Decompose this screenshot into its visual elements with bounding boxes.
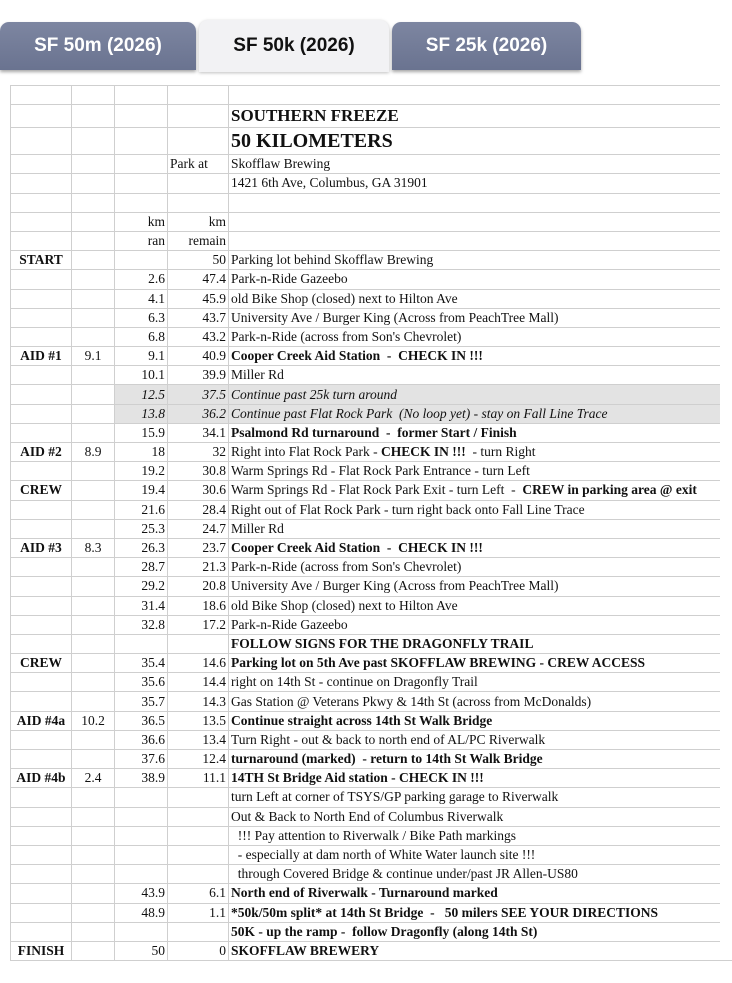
table-row — [11, 903, 732, 922]
direction-text: Turn Right - out & back to north end of AL/PC Riverwalk — [231, 731, 546, 747]
direction-text: Miller Rd — [231, 367, 284, 383]
direction-text: Parking lot behind Skofflaw Brewing — [231, 252, 434, 268]
segment-km-cell — [72, 922, 115, 941]
checkpoint-cell — [11, 903, 72, 922]
direction-cell — [229, 615, 732, 634]
checkpoint-cell — [11, 750, 72, 769]
table-row — [11, 845, 732, 864]
direction-text: Warm Springs Rd - Flat Rock Park Entrance - turn Left — [231, 463, 530, 479]
km-ran-cell: 37.6 — [115, 750, 168, 769]
segment-km-cell — [72, 865, 115, 884]
km-ran-cell: 28.7 — [115, 558, 168, 577]
table-row — [11, 711, 732, 730]
segment-km-cell — [72, 577, 115, 596]
direction-cell — [229, 385, 732, 404]
tab-sf-25k[interactable]: SF 25k (2026) — [392, 22, 581, 70]
km-remain-cell: 24.7 — [168, 519, 229, 538]
table-row — [11, 692, 732, 711]
table-row — [11, 538, 732, 557]
direction-text: Park-n-Ride Gazeebo — [231, 271, 348, 287]
park-name: Skofflaw Brewing — [229, 155, 732, 174]
direction-cell — [229, 538, 732, 557]
sheet-right-edge — [720, 85, 732, 955]
km-ran-cell: 4.1 — [115, 289, 168, 308]
checkpoint-cell: AID #3 — [11, 538, 72, 557]
segment-km-cell — [72, 462, 115, 481]
direction-text: Cooper Creek Aid Station - CHECK IN !!! — [231, 540, 483, 556]
direction-text: University Ave / Burger King (Across from PeachTree Mall) — [231, 578, 559, 594]
km-ran-cell: 19.4 — [115, 481, 168, 500]
segment-km-cell — [72, 385, 115, 404]
table-row — [11, 366, 732, 385]
direction-cell — [229, 807, 732, 826]
km-ran-cell — [115, 634, 168, 653]
segment-km-cell — [72, 500, 115, 519]
km-ran-cell: 6.3 — [115, 308, 168, 327]
table-row — [11, 86, 732, 105]
direction-text: Continue past Flat Rock Park (No loop yet) - stay on Fall Line Trace — [231, 405, 608, 421]
km-ran-cell: 35.7 — [115, 692, 168, 711]
table-row — [11, 155, 732, 174]
tab-sf-50k[interactable]: SF 50k (2026) — [199, 20, 389, 72]
direction-text: *50k/50m split* at 14th St Bridge - 50 milers SEE YOUR DIRECTIONS — [231, 904, 659, 920]
segment-km-cell: 2.4 — [72, 769, 115, 788]
direction-text: Right into Flat Rock Park - — [231, 444, 381, 460]
direction-cell — [229, 270, 732, 289]
km-ran-cell: 38.9 — [115, 769, 168, 788]
km-ran-cell: 43.9 — [115, 884, 168, 903]
direction-text: Continue past 25k turn around — [231, 386, 398, 402]
km-remain-cell: 40.9 — [168, 347, 229, 366]
direction-cell — [229, 750, 732, 769]
direction-text: Right out of Flat Rock Park - turn right back onto Fall Line Trace — [231, 501, 585, 517]
direction-cell — [229, 596, 732, 615]
segment-km-cell — [72, 366, 115, 385]
km-ran-cell: 35.4 — [115, 654, 168, 673]
direction-cell — [229, 558, 732, 577]
direction-cell — [229, 404, 732, 423]
km-remain-cell: 6.1 — [168, 884, 229, 903]
checkpoint-cell — [11, 577, 72, 596]
direction-cell — [229, 922, 732, 941]
km-ran-cell: 50 — [115, 941, 168, 960]
checkpoint-cell — [11, 558, 72, 577]
direction-text: 50K - up the ramp - follow Dragonfly (along 14th St) — [231, 923, 538, 939]
segment-km-cell — [72, 519, 115, 538]
direction-cell — [229, 251, 732, 270]
table-row — [11, 922, 732, 941]
km-remain-cell: 47.4 — [168, 270, 229, 289]
km-remain-cell: 30.6 — [168, 481, 229, 500]
checkpoint-cell: START — [11, 251, 72, 270]
segment-km-cell — [72, 481, 115, 500]
km-ran-cell: 32.8 — [115, 615, 168, 634]
checkpoint-cell — [11, 519, 72, 538]
km-remain-cell: 13.5 — [168, 711, 229, 730]
table-row — [11, 500, 732, 519]
segment-km-cell — [72, 730, 115, 749]
checkpoint-cell — [11, 922, 72, 941]
segment-km-cell: 9.1 — [72, 347, 115, 366]
segment-km-cell — [72, 308, 115, 327]
km-remain-cell: 0 — [168, 941, 229, 960]
direction-text: Gas Station @ Veterans Pkwy & 14th St (across from McDonalds) — [231, 693, 592, 709]
table-row — [11, 193, 732, 212]
table-row — [11, 128, 732, 155]
segment-km-cell — [72, 404, 115, 423]
checkpoint-cell — [11, 423, 72, 442]
km-ran-cell — [115, 807, 168, 826]
km-remain-cell: 18.6 — [168, 596, 229, 615]
km-ran-cell: 18 — [115, 443, 168, 462]
direction-text: - especially at dam north of White Water launch site !!! — [231, 847, 536, 863]
km-remain-cell: 17.2 — [168, 615, 229, 634]
table-row — [11, 941, 732, 960]
km-remain-cell: 39.9 — [168, 366, 229, 385]
segment-km-cell: 8.3 — [72, 538, 115, 557]
table-row — [11, 404, 732, 423]
direction-cell — [229, 481, 732, 500]
direction-cell — [229, 500, 732, 519]
direction-text: Park-n-Ride Gazeebo — [231, 616, 348, 632]
direction-text: Warm Springs Rd - Flat Rock Park Exit - turn Left - — [231, 482, 523, 498]
segment-km-cell — [72, 596, 115, 615]
direction-text: SKOFFLAW BREWERY — [231, 942, 380, 958]
direction-cell — [229, 308, 732, 327]
table-row — [11, 615, 732, 634]
direction-cell — [229, 903, 732, 922]
segment-km-cell — [72, 615, 115, 634]
table-row — [11, 558, 732, 577]
km-remain-cell: 43.7 — [168, 308, 229, 327]
checkpoint-cell — [11, 692, 72, 711]
direction-text: through Covered Bridge & continue under/past JR Allen-US80 — [231, 866, 578, 882]
km-remain-cell: 21.3 — [168, 558, 229, 577]
km-ran-cell: 31.4 — [115, 596, 168, 615]
km-remain-cell: 36.2 — [168, 404, 229, 423]
checkpoint-cell — [11, 884, 72, 903]
km-remain-cell: 28.4 — [168, 500, 229, 519]
table-row — [11, 443, 732, 462]
table-row — [11, 596, 732, 615]
segment-km-cell — [72, 634, 115, 653]
km-remain-cell: 43.2 — [168, 327, 229, 346]
sheet-title: SOUTHERN FREEZE — [229, 105, 732, 128]
km-ran-cell: 36.5 — [115, 711, 168, 730]
segment-km-cell — [72, 327, 115, 346]
table-row — [11, 212, 732, 231]
km-ran-cell — [115, 922, 168, 941]
table-row — [11, 750, 732, 769]
table-row — [11, 270, 732, 289]
km-ran-cell: 10.1 — [115, 366, 168, 385]
km-remain-cell — [168, 634, 229, 653]
direction-cell — [229, 519, 732, 538]
checkpoint-cell — [11, 385, 72, 404]
direction-text: North end of Riverwalk - Turnaround marked — [231, 885, 498, 901]
direction-cell — [229, 634, 732, 653]
direction-cell — [229, 788, 732, 807]
km-remain-cell — [168, 922, 229, 941]
checkpoint-cell — [11, 826, 72, 845]
park-label: Park at — [168, 155, 229, 174]
segment-km-cell: 8.9 — [72, 443, 115, 462]
km-ran-cell: 26.3 — [115, 538, 168, 557]
checkpoint-cell: CREW — [11, 481, 72, 500]
checkpoint-cell — [11, 462, 72, 481]
direction-text-suffix: - turn Right — [465, 444, 536, 460]
km-ran-cell: 12.5 — [115, 385, 168, 404]
checkpoint-cell: AID #1 — [11, 347, 72, 366]
header-km-ran: km — [115, 212, 168, 231]
km-remain-cell — [168, 807, 229, 826]
direction-cell — [229, 577, 732, 596]
segment-km-cell — [72, 826, 115, 845]
segment-km-cell — [72, 845, 115, 864]
direction-cell — [229, 941, 732, 960]
segment-km-cell — [72, 270, 115, 289]
km-remain-cell: 14.3 — [168, 692, 229, 711]
km-ran-cell: 6.8 — [115, 327, 168, 346]
km-ran-cell: 36.6 — [115, 730, 168, 749]
km-remain-cell: 30.8 — [168, 462, 229, 481]
segment-km-cell — [72, 788, 115, 807]
km-remain-cell — [168, 845, 229, 864]
direction-text: Continue straight across 14th St Walk Bridge — [231, 712, 493, 728]
direction-cell — [229, 692, 732, 711]
checkpoint-cell: AID #2 — [11, 443, 72, 462]
km-ran-cell: 25.3 — [115, 519, 168, 538]
direction-cell — [229, 289, 732, 308]
checkpoint-cell — [11, 366, 72, 385]
table-row — [11, 289, 732, 308]
table-row — [11, 577, 732, 596]
table-row — [11, 730, 732, 749]
direction-cell — [229, 845, 732, 864]
km-remain-cell — [168, 865, 229, 884]
direction-cell — [229, 884, 732, 903]
direction-text: University Ave / Burger King (Across from PeachTree Mall) — [231, 309, 559, 325]
table-row — [11, 769, 732, 788]
direction-cell — [229, 711, 732, 730]
table-row — [11, 673, 732, 692]
km-remain-cell: 34.1 — [168, 423, 229, 442]
segment-km-cell — [72, 654, 115, 673]
sheet-tab-bar — [0, 0, 732, 74]
table-row — [11, 884, 732, 903]
checkpoint-cell — [11, 270, 72, 289]
km-remain-cell: 14.6 — [168, 654, 229, 673]
checkpoint-cell — [11, 327, 72, 346]
spreadsheet-grid — [10, 85, 720, 961]
km-ran-cell: 19.2 — [115, 462, 168, 481]
segment-km-cell: 10.2 — [72, 711, 115, 730]
direction-text: !!! Pay attention to Riverwalk / Bike Path markings — [231, 827, 516, 843]
km-ran-cell: 29.2 — [115, 577, 168, 596]
segment-km-cell — [72, 289, 115, 308]
checkpoint-cell — [11, 845, 72, 864]
table-row — [11, 308, 732, 327]
direction-cell — [229, 327, 732, 346]
km-remain-cell: 20.8 — [168, 577, 229, 596]
km-remain-cell — [168, 788, 229, 807]
km-remain-cell: 23.7 — [168, 538, 229, 557]
direction-cell — [229, 462, 732, 481]
table-row — [11, 327, 732, 346]
km-remain-cell: 32 — [168, 443, 229, 462]
direction-cell — [229, 366, 732, 385]
km-ran-cell: 35.6 — [115, 673, 168, 692]
course-directions-table — [10, 85, 732, 961]
table-row — [11, 634, 732, 653]
direction-text: old Bike Shop (closed) next to Hilton Ave — [231, 597, 458, 613]
header-remain: remain — [168, 231, 229, 250]
checkpoint-cell — [11, 865, 72, 884]
direction-cell — [229, 423, 732, 442]
checkpoint-cell — [11, 404, 72, 423]
checkpoint-cell — [11, 673, 72, 692]
km-ran-cell — [115, 845, 168, 864]
checkpoint-cell — [11, 308, 72, 327]
checkpoint-cell — [11, 634, 72, 653]
checkpoint-cell: AID #4b — [11, 769, 72, 788]
direction-text: Psalmond Rd turnaround - former Start / Finish — [231, 424, 517, 440]
direction-emphasis: CREW in parking area @ exit — [522, 482, 697, 498]
table-row — [11, 105, 732, 128]
checkpoint-cell — [11, 289, 72, 308]
km-remain-cell: 13.4 — [168, 730, 229, 749]
direction-text: FOLLOW SIGNS FOR THE DRAGONFLY TRAIL — [231, 635, 534, 651]
direction-cell — [229, 769, 732, 788]
table-row — [11, 826, 732, 845]
segment-km-cell — [72, 750, 115, 769]
table-row — [11, 462, 732, 481]
direction-text: right on 14th St - continue on Dragonfly Trail — [231, 674, 478, 690]
direction-text: Out & Back to North End of Columbus Riverwalk — [231, 808, 504, 824]
direction-text: old Bike Shop (closed) next to Hilton Ave — [231, 290, 458, 306]
table-row — [11, 481, 732, 500]
km-ran-cell: 48.9 — [115, 903, 168, 922]
direction-text: 14TH St Bridge Aid station - CHECK IN !!! — [231, 770, 484, 786]
table-row — [11, 423, 732, 442]
segment-km-cell — [72, 692, 115, 711]
km-ran-cell: 2.6 — [115, 270, 168, 289]
table-row — [11, 347, 732, 366]
table-row — [11, 807, 732, 826]
checkpoint-cell: CREW — [11, 654, 72, 673]
direction-text: Park-n-Ride (across from Son's Chevrolet) — [231, 559, 462, 575]
direction-text: Cooper Creek Aid Station - CHECK IN !!! — [231, 348, 483, 364]
direction-cell — [229, 865, 732, 884]
tab-sf-50m[interactable]: SF 50m (2026) — [0, 22, 196, 70]
segment-km-cell — [72, 673, 115, 692]
direction-emphasis: CHECK IN !!! — [381, 444, 466, 460]
table-row — [11, 385, 732, 404]
km-remain-cell: 12.4 — [168, 750, 229, 769]
table-row — [11, 251, 732, 270]
table-row — [11, 788, 732, 807]
direction-text: turn Left at corner of TSYS/GP parking garage to Riverwalk — [231, 789, 559, 805]
table-row — [11, 865, 732, 884]
km-ran-cell: 15.9 — [115, 423, 168, 442]
km-remain-cell: 50 — [168, 251, 229, 270]
km-ran-cell — [115, 826, 168, 845]
km-remain-cell: 1.1 — [168, 903, 229, 922]
direction-text: Parking lot on 5th Ave past SKOFFLAW BREWING - CREW ACCESS — [231, 655, 646, 671]
direction-cell — [229, 673, 732, 692]
table-row — [11, 519, 732, 538]
table-row — [11, 654, 732, 673]
checkpoint-cell: FINISH — [11, 941, 72, 960]
segment-km-cell — [72, 251, 115, 270]
checkpoint-cell — [11, 730, 72, 749]
checkpoint-cell — [11, 788, 72, 807]
direction-cell — [229, 730, 732, 749]
direction-text: turnaround (marked) - return to 14th St Walk Bridge — [231, 751, 543, 767]
segment-km-cell — [72, 807, 115, 826]
km-ran-cell: 21.6 — [115, 500, 168, 519]
segment-km-cell — [72, 558, 115, 577]
direction-text: Miller Rd — [231, 520, 284, 536]
km-remain-cell — [168, 826, 229, 845]
segment-km-cell — [72, 903, 115, 922]
direction-cell — [229, 654, 732, 673]
km-ran-cell — [115, 865, 168, 884]
checkpoint-cell — [11, 807, 72, 826]
segment-km-cell — [72, 941, 115, 960]
checkpoint-cell — [11, 596, 72, 615]
km-remain-cell: 14.4 — [168, 673, 229, 692]
table-row — [11, 174, 732, 193]
table-row — [11, 231, 732, 250]
sheet-subtitle: 50 KILOMETERS — [229, 128, 732, 155]
segment-km-cell — [72, 884, 115, 903]
direction-cell — [229, 826, 732, 845]
km-remain-cell: 45.9 — [168, 289, 229, 308]
km-ran-cell — [115, 251, 168, 270]
km-ran-cell: 13.8 — [115, 404, 168, 423]
checkpoint-cell: AID #4a — [11, 711, 72, 730]
direction-cell — [229, 347, 732, 366]
header-km-remain: km — [168, 212, 229, 231]
km-remain-cell: 11.1 — [168, 769, 229, 788]
direction-text: Park-n-Ride (across from Son's Chevrolet) — [231, 328, 462, 344]
segment-km-cell — [72, 423, 115, 442]
park-address: 1421 6th Ave, Columbus, GA 31901 — [229, 174, 732, 193]
direction-cell — [229, 443, 732, 462]
header-ran: ran — [115, 231, 168, 250]
km-remain-cell: 37.5 — [168, 385, 229, 404]
checkpoint-cell — [11, 615, 72, 634]
km-ran-cell: 9.1 — [115, 347, 168, 366]
km-ran-cell — [115, 788, 168, 807]
checkpoint-cell — [11, 500, 72, 519]
